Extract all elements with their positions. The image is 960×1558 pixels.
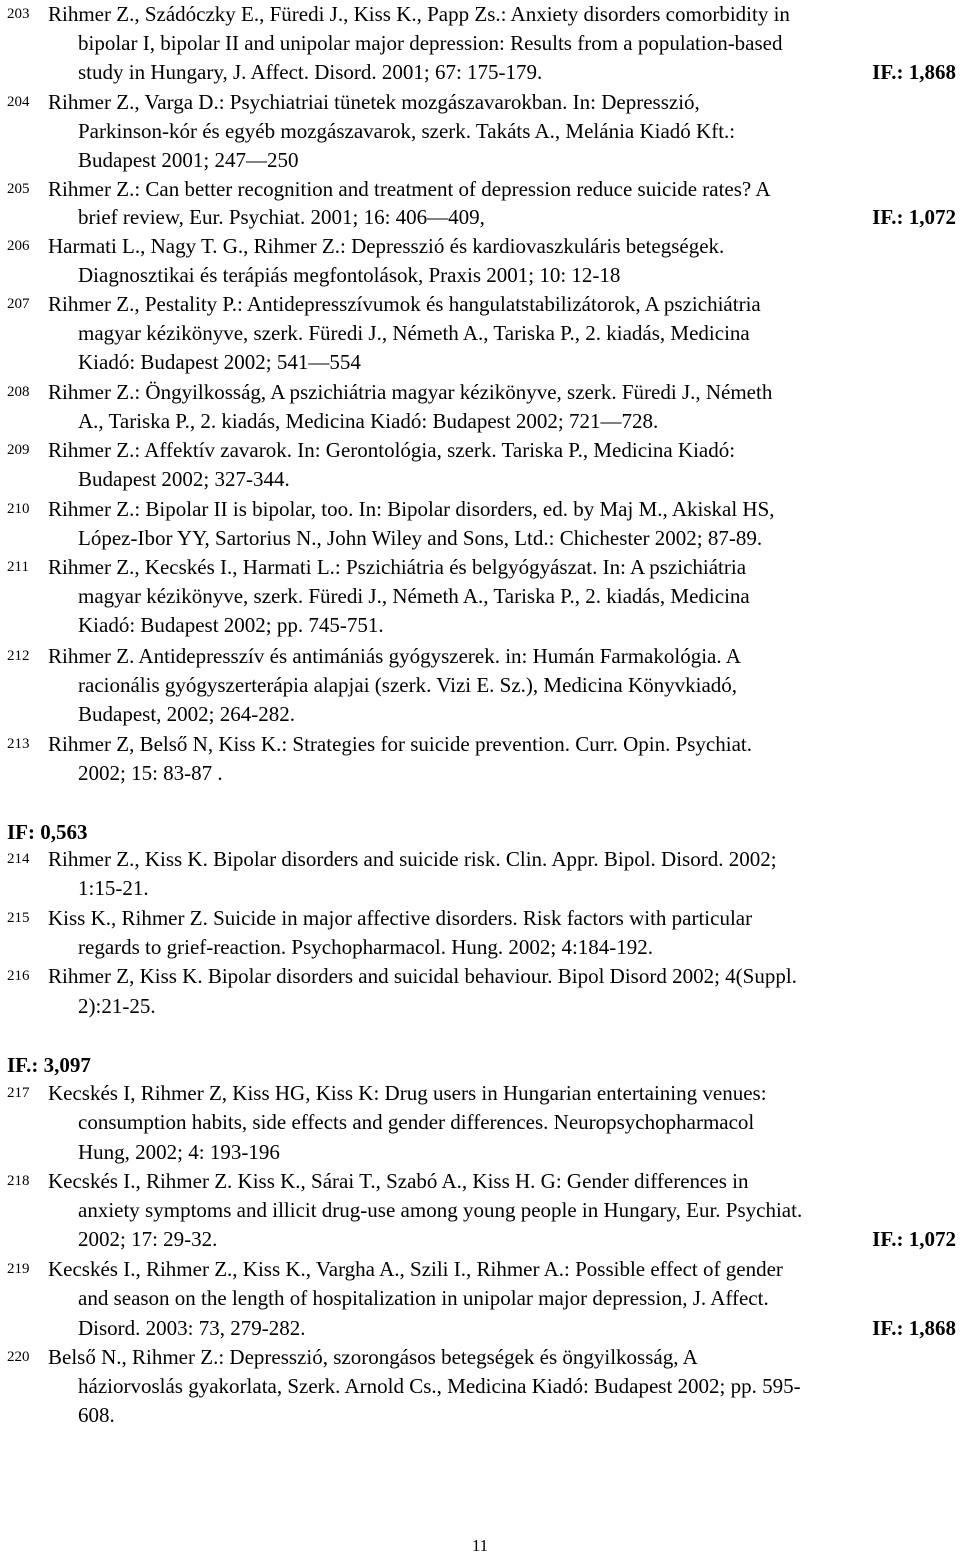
ref-line bbox=[0, 407, 960, 436]
ref-text: consumption habits, side effects and gender differences. Neuropsychopharmacol bbox=[78, 1110, 755, 1134]
ref-number: 211 bbox=[7, 559, 29, 575]
ref-text: magyar kézikönyve, szerk. Füredi J., Németh A., Tariska P., 2. kiadás, Medicina bbox=[78, 321, 750, 345]
ref-line bbox=[0, 465, 960, 494]
ref-line bbox=[0, 992, 960, 1021]
ref-number: 218 bbox=[7, 1173, 30, 1189]
ref-line bbox=[0, 232, 960, 261]
ref-number: 207 bbox=[7, 296, 30, 312]
ref-text: Kecskés I, Rihmer Z, Kiss HG, Kiss K: Drug users in Hungarian entertaining venues: bbox=[48, 1081, 767, 1105]
ref-line bbox=[0, 759, 960, 788]
ref-line bbox=[0, 730, 960, 759]
ref-number: 212 bbox=[7, 648, 30, 664]
ref-text: 2):21-25. bbox=[78, 994, 156, 1018]
ref-line bbox=[0, 348, 960, 377]
ref-line bbox=[0, 1255, 960, 1284]
ref-number: 206 bbox=[7, 238, 30, 254]
ref-text: Kecskés I., Rihmer Z. Kiss K., Sárai T., Szabó A., Kiss H. G: Gender differences in bbox=[48, 1169, 749, 1193]
ref-line bbox=[0, 0, 960, 29]
section-heading: IF: 0,563 bbox=[7, 820, 88, 844]
ref-text: Budapest 2001; 247—250 bbox=[78, 148, 299, 172]
ref-line bbox=[0, 553, 960, 582]
ref-line bbox=[0, 1079, 960, 1108]
ref-text: brief review, Eur. Psychiat. 2001; 16: 406—409, bbox=[78, 205, 485, 229]
ref-line bbox=[0, 845, 960, 874]
ref-text: Disord. 2003: 73, 279-282. bbox=[78, 1316, 306, 1340]
ref-line bbox=[0, 1167, 960, 1196]
ref-text: 608. bbox=[78, 1403, 115, 1427]
ref-line bbox=[0, 146, 960, 175]
ref-line bbox=[0, 1401, 960, 1430]
ref-line bbox=[0, 175, 960, 204]
ref-line bbox=[0, 58, 960, 87]
ref-text: Kiadó: Budapest 2002; pp. 745-751. bbox=[78, 613, 384, 637]
ref-text: Rihmer Z., Kecskés I., Harmati L.: Pszichiátria és belgyógyászat. In: A pszichiátria bbox=[48, 555, 747, 579]
ref-line bbox=[0, 1196, 960, 1225]
ref-line bbox=[0, 1314, 960, 1343]
ref-text: Budapest 2002; 327-344. bbox=[78, 467, 290, 491]
ref-text: Rihmer Z., Pestality P.: Antidepresszívumok és hangulatstabilizátorok, A pszichiátria bbox=[48, 292, 761, 316]
ref-text: anxiety symptoms and illicit drug-use among young people in Hungary, Eur. Psychiat. bbox=[78, 1198, 803, 1222]
section-heading: IF.: 3,097 bbox=[7, 1053, 91, 1077]
ref-line bbox=[0, 495, 960, 524]
ref-number: 203 bbox=[7, 6, 30, 22]
ref-text: Rihmer Z, Kiss K. Bipolar disorders and suicidal behaviour. Bipol Disord 2002; 4(Suppl. bbox=[48, 964, 797, 988]
ref-line bbox=[0, 524, 960, 553]
ref-text: Parkinson-kór és egyéb mozgászavarok, szerk. Takáts A., Melánia Kiadó Kft.: bbox=[78, 119, 736, 143]
ref-line bbox=[0, 117, 960, 146]
ref-line bbox=[0, 1343, 960, 1372]
ref-text: A., Tariska P., 2. kiadás, Medicina Kiadó: Budapest 2002; 721—728. bbox=[78, 409, 659, 433]
ref-line bbox=[0, 1108, 960, 1137]
ref-number: 208 bbox=[7, 384, 30, 400]
ref-text: Rihmer Z.: Bipolar II is bipolar, too. In: Bipolar disorders, ed. by Maj M., Akiskal HS, bbox=[48, 497, 775, 521]
impact-factor: IF.: 1,072 bbox=[872, 1227, 956, 1251]
ref-text: Rihmer Z., Szádóczky E., Füredi J., Kiss K., Papp Zs.: Anxiety disorders comorbidity in bbox=[48, 2, 790, 26]
ref-line bbox=[0, 611, 960, 640]
ref-number: 209 bbox=[7, 442, 30, 458]
ref-text: racionális gyógyszerterápia alapjai (szerk. Vizi E. Sz.), Medicina Könyvkiadó, bbox=[78, 673, 738, 697]
ref-text: and season on the length of hospitalization in unipolar major depression, J. Affect. bbox=[78, 1286, 769, 1310]
page-number: 11 bbox=[471, 1536, 489, 1555]
ref-number: 205 bbox=[7, 181, 30, 197]
ref-text: háziorvoslás gyakorlata, Szerk. Arnold Cs., Medicina Kiadó: Budapest 2002; pp. 595- bbox=[78, 1374, 801, 1398]
ref-text: Hung, 2002; 4: 193-196 bbox=[78, 1140, 280, 1164]
ref-line bbox=[0, 642, 960, 671]
ref-text: Kiadó: Budapest 2002; 541—554 bbox=[78, 350, 361, 374]
ref-number: 204 bbox=[7, 94, 30, 110]
ref-text: Harmati L., Nagy T. G., Rihmer Z.: Depresszió és kardiovaszkuláris betegségek. bbox=[48, 234, 725, 258]
ref-line bbox=[0, 874, 960, 903]
ref-text: Kecskés I., Rihmer Z., Kiss K., Vargha A., Szili I., Rihmer A.: Possible effect of gender bbox=[48, 1257, 783, 1281]
impact-factor: IF.: 1,868 bbox=[872, 60, 956, 84]
ref-number: 214 bbox=[7, 851, 30, 867]
ref-line bbox=[0, 1225, 960, 1254]
ref-text: bipolar I, bipolar II and unipolar major depression: Results from a population-based bbox=[78, 31, 783, 55]
ref-line bbox=[0, 203, 960, 232]
ref-line bbox=[0, 1284, 960, 1313]
ref-text: López-Ibor YY, Sartorius N., John Wiley and Sons, Ltd.: Chichester 2002; 87-89. bbox=[78, 526, 763, 550]
ref-number: 216 bbox=[7, 968, 30, 984]
ref-text: Diagnosztikai és terápiás megfontolások, Praxis 2001; 10: 12-18 bbox=[78, 263, 621, 287]
ref-number: 213 bbox=[7, 736, 30, 752]
ref-line bbox=[0, 933, 960, 962]
ref-number: 210 bbox=[7, 501, 30, 517]
impact-factor: IF.: 1,072 bbox=[872, 205, 956, 229]
ref-number: 220 bbox=[7, 1349, 30, 1365]
ref-line bbox=[0, 1372, 960, 1401]
ref-number: 215 bbox=[7, 910, 30, 926]
impact-factor: IF.: 1,868 bbox=[872, 1316, 956, 1340]
ref-line bbox=[0, 88, 960, 117]
ref-line bbox=[0, 671, 960, 700]
ref-text: Rihmer Z.: Can better recognition and treatment of depression reduce suicide rates? A bbox=[48, 177, 771, 201]
ref-text: Budapest, 2002; 264-282. bbox=[78, 702, 295, 726]
ref-line bbox=[0, 904, 960, 933]
ref-text: Rihmer Z., Varga D.: Psychiatriai tünetek mozgászavarokban. In: Depresszió, bbox=[48, 90, 700, 114]
ref-line bbox=[0, 1138, 960, 1167]
ref-number: 219 bbox=[7, 1261, 30, 1277]
ref-text: 2002; 15: 83-87 . bbox=[78, 761, 223, 785]
ref-text: magyar kézikönyve, szerk. Füredi J., Németh A., Tariska P., 2. kiadás, Medicina bbox=[78, 584, 750, 608]
ref-line bbox=[0, 700, 960, 729]
ref-text: Rihmer Z.: Öngyilkosság, A pszichiátria magyar kézikönyve, szerk. Füredi J., Németh bbox=[48, 380, 773, 404]
ref-text: Belső N., Rihmer Z.: Depresszió, szorongásos betegségek és öngyilkosság, A bbox=[48, 1345, 698, 1369]
ref-number: 217 bbox=[7, 1085, 30, 1101]
ref-line bbox=[0, 378, 960, 407]
ref-text: Rihmer Z.: Affektív zavarok. In: Gerontológia, szerk. Tariska P., Medicina Kiadó: bbox=[48, 438, 736, 462]
ref-line bbox=[0, 582, 960, 611]
ref-text: study in Hungary, J. Affect. Disord. 2001; 67: 175-179. bbox=[78, 60, 543, 84]
ref-line bbox=[0, 29, 960, 58]
ref-text: Rihmer Z., Kiss K. Bipolar disorders and suicide risk. Clin. Appr. Bipol. Disord. 2002; bbox=[48, 847, 777, 871]
ref-text: 1:15-21. bbox=[78, 876, 149, 900]
ref-text: regards to grief-reaction. Psychopharmacol. Hung. 2002; 4:184-192. bbox=[78, 935, 654, 959]
ref-line bbox=[0, 436, 960, 465]
ref-line bbox=[0, 261, 960, 290]
ref-line bbox=[0, 290, 960, 319]
ref-line bbox=[0, 962, 960, 991]
ref-text: Rihmer Z, Belső N, Kiss K.: Strategies for suicide prevention. Curr. Opin. Psychiat. bbox=[48, 732, 752, 756]
ref-text: 2002; 17: 29-32. bbox=[78, 1227, 218, 1251]
ref-line bbox=[0, 319, 960, 348]
ref-text: Rihmer Z. Antidepresszív és antimániás gyógyszerek. in: Humán Farmakológia. A bbox=[48, 644, 741, 668]
ref-text: Kiss K., Rihmer Z. Suicide in major affective disorders. Risk factors with particular bbox=[48, 906, 753, 930]
